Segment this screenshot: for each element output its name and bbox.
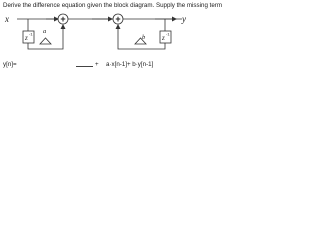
delay-1-exponent: -1	[29, 31, 33, 37]
gain-b-label: b	[142, 34, 146, 41]
equation-rhs: a·x[n-1]+ b·y[n-1]	[106, 61, 154, 68]
problem-prompt: Derive the difference equation given the block diagram. Supply the missing term	[3, 2, 222, 9]
equation-plus: +	[95, 61, 99, 68]
delay-2-z: z	[162, 34, 165, 42]
output-label: y	[182, 14, 186, 24]
adder-1-plus: +	[60, 14, 66, 25]
adder-2-plus: +	[115, 14, 121, 25]
equation-lhs: y[n]=	[3, 61, 17, 68]
gain-a-triangle	[40, 38, 51, 44]
delay-1-z: z	[25, 34, 28, 42]
input-label: x	[5, 14, 9, 24]
missing-term-blank[interactable]	[76, 66, 93, 67]
gain-a-label: a	[43, 28, 47, 35]
difference-equation	[3, 60, 197, 69]
delay-2-exponent: -1	[166, 31, 170, 37]
